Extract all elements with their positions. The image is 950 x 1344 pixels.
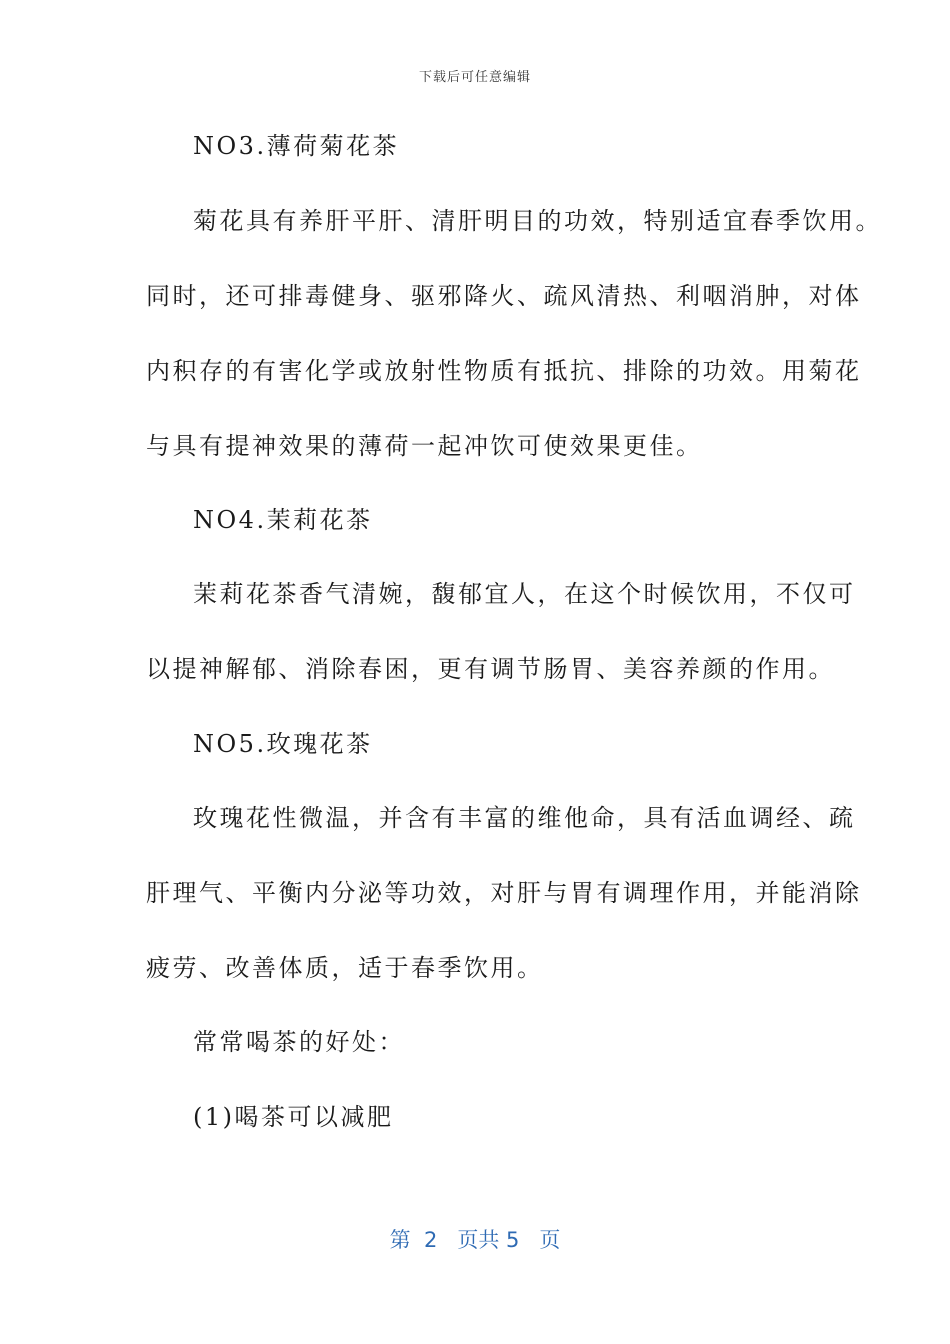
page-number: 第 2 页共 5 页 [389,1228,561,1252]
section-heading-no5: NO5.玫瑰花茶 [193,730,373,758]
paragraph-line: 茉莉花茶香气清婉，馥郁宜人，在这个时候饮用，不仅可 [193,580,856,608]
benefit-item: (1)喝茶可以减肥 [193,1103,394,1131]
paragraph-line: 肝理气、平衡内分泌等功效，对肝与胃有调理作用，并能消除 [146,879,862,907]
section-heading-no3: NO3.薄荷菊花茶 [193,132,400,160]
benefits-heading: 常常喝茶的好处： [193,1028,405,1056]
paragraph-line: 疲劳、改善体质，适于春季饮用。 [146,954,544,982]
paragraph-line: 同时，还可排毒健身、驱邪降火、疏风清热、利咽消肿，对体 [146,282,862,310]
paragraph-line: 以提神解郁、消除春困，更有调节肠胃、美容养颜的作用。 [146,655,835,683]
paragraph-line: 玫瑰花性微温，并含有丰富的维他命，具有活血调经、疏 [193,804,856,832]
section-heading-no4: NO4.茉莉花茶 [193,506,373,534]
paragraph-line: 菊花具有养肝平肝、清肝明目的功效，特别适宜春季饮用。 [193,207,882,235]
header-note: 下载后可任意编辑 [418,70,531,85]
paragraph-line: 内积存的有害化学或放射性物质有抵抗、排除的功效。用菊花 [146,357,862,385]
paragraph-line: 与具有提神效果的薄荷一起冲饮可使效果更佳。 [146,432,703,460]
